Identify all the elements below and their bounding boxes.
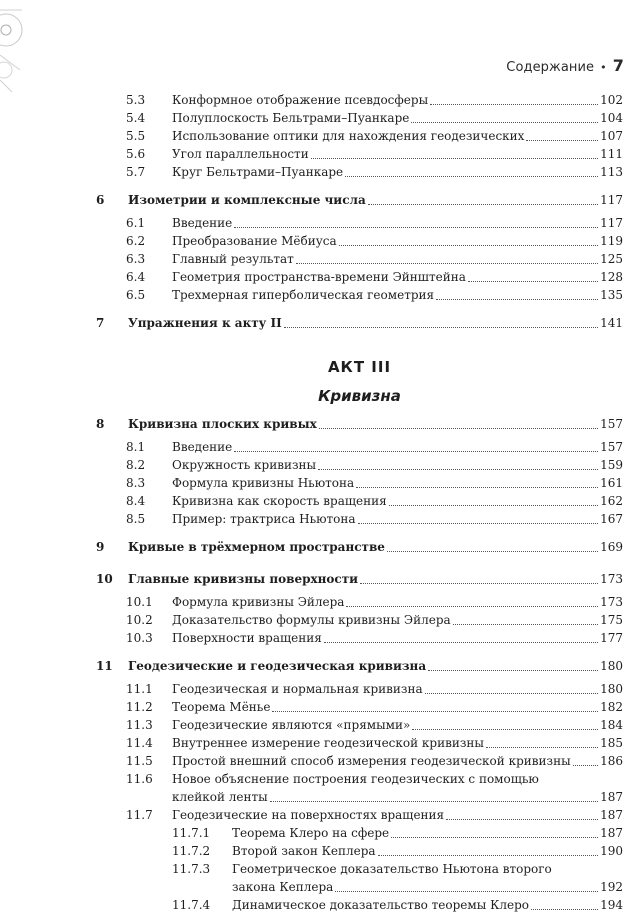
dot-leader — [486, 747, 598, 748]
toc-entry-page: 184 — [600, 718, 623, 732]
toc-entry-page: 192 — [600, 880, 623, 894]
toc-entry-title: Главные кривизны поверхности — [128, 572, 359, 586]
toc-entry-number: 5.3 — [126, 93, 146, 107]
toc-entry-title: клейкой ленты — [172, 790, 268, 804]
toc-entry-page: 187 — [600, 808, 623, 822]
toc-entry-page: 117 — [600, 216, 623, 230]
dot-leader — [411, 122, 598, 123]
toc-entry-8-2[interactable] — [96, 455, 623, 473]
toc-entry-number: 11.3 — [126, 718, 153, 732]
toc-entry-6-5[interactable] — [96, 285, 623, 303]
toc-entry-5-4[interactable] — [96, 108, 623, 126]
dot-leader — [573, 765, 598, 766]
toc-entry-title: Формула кривизны Ньютона — [172, 476, 355, 490]
toc-entry-title: Угол параллельности — [172, 147, 309, 161]
toc-entry-11-7-4[interactable] — [96, 895, 623, 913]
toc-entry-5-3[interactable] — [96, 90, 623, 108]
toc-entry-11-1[interactable] — [96, 679, 623, 697]
toc-entry-number: 11.6 — [126, 772, 153, 786]
toc-entry-title: Второй закон Кеплера — [232, 844, 376, 858]
toc-entry-title: Кривизна как скорость вращения — [172, 494, 387, 508]
dot-leader — [335, 891, 598, 892]
toc-entry-page: 194 — [600, 898, 623, 912]
dot-leader — [234, 451, 598, 452]
toc-entry-6-1[interactable] — [96, 213, 623, 231]
dot-leader — [531, 909, 598, 910]
toc-entry-title: Доказательство формулы кривизны Эйлера — [172, 613, 451, 627]
toc-entry-title: Главный результат — [172, 252, 294, 266]
toc-entry-number: 6.5 — [126, 288, 146, 302]
toc-entry-page: 117 — [600, 193, 623, 207]
toc-entry-title: Теорема Клеро на сфере — [232, 826, 390, 840]
toc-entry-6-4[interactable] — [96, 267, 623, 285]
toc-entry-title: Полуплоскость Бельтрами–Пуанкаре — [172, 111, 410, 125]
page-number: 7 — [612, 56, 624, 75]
toc-entry-page: 187 — [600, 790, 623, 804]
toc-entry-title: Преобразование Мёбиуса — [172, 234, 337, 248]
toc-entry-page: 104 — [600, 111, 623, 125]
toc-entry-5-7[interactable] — [96, 162, 623, 180]
toc-entry-title: Использование оптики для нахождения геодезических — [172, 129, 525, 143]
toc-entry-page: 107 — [600, 129, 623, 143]
toc-entry-number: 6.4 — [126, 270, 146, 284]
toc-chapter-6[interactable] — [96, 190, 623, 208]
toc-entry-number: 11 — [96, 659, 113, 673]
toc-entry-11-6-continued[interactable] — [96, 787, 623, 805]
toc-entry-11-4[interactable] — [96, 733, 623, 751]
toc-entry-11-7-3-continued[interactable] — [96, 877, 623, 895]
toc-entry-page: 185 — [600, 736, 623, 750]
toc-entry-11-7-3[interactable] — [96, 859, 623, 877]
toc-entry-title: Введение — [172, 440, 233, 454]
toc-entry-page: 177 — [600, 631, 623, 645]
toc-entry-number: 7 — [96, 316, 105, 330]
dot-leader — [436, 299, 598, 300]
running-header — [506, 56, 624, 75]
toc-entry-title: Трехмерная гиперболическая геометрия — [172, 288, 435, 302]
toc-entry-number: 8.3 — [126, 476, 146, 490]
toc-entry-page: 187 — [600, 826, 623, 840]
toc-entry-page: 180 — [600, 659, 623, 673]
dot-leader — [425, 693, 598, 694]
toc-entry-page: 157 — [600, 440, 623, 454]
toc-entry-8-3[interactable] — [96, 473, 623, 491]
toc-entry-title: Новое объяснение построения геодезических с помощью — [172, 772, 539, 786]
toc-entry-number: 9 — [96, 540, 105, 554]
toc-entry-title: Теорема Мёнье — [172, 700, 271, 714]
dot-leader — [318, 469, 598, 470]
toc-entry-page: 141 — [600, 316, 623, 330]
toc-entry-title: Формула кривизны Эйлера — [172, 595, 345, 609]
dot-leader — [389, 505, 598, 506]
toc-entry-page: 175 — [600, 613, 623, 627]
toc-entry-title: Геодезические являются «прямыми» — [172, 718, 411, 732]
dot-leader — [319, 428, 598, 429]
toc-entry-number: 10.2 — [126, 613, 153, 627]
header-title: Содержание — [506, 60, 595, 75]
dot-leader — [368, 204, 598, 205]
dot-leader — [378, 855, 599, 856]
toc-entry-title: Геодезические и геодезическая кривизна — [128, 659, 427, 673]
dot-leader — [324, 642, 598, 643]
toc-entry-page: 180 — [600, 682, 623, 696]
toc-entry-title: Поверхности вращения — [172, 631, 322, 645]
toc-entry-title: Окружность кривизны — [172, 458, 317, 472]
toc-entry-page: 173 — [600, 572, 623, 586]
toc-entry-title: закона Кеплера — [232, 880, 334, 894]
toc-entry-page: 135 — [600, 288, 623, 302]
toc-entry-11-5[interactable] — [96, 751, 623, 769]
toc-entry-number: 5.5 — [126, 129, 146, 143]
toc-entry-number: 8 — [96, 417, 105, 431]
toc-entry-number: 11.7.4 — [172, 898, 211, 912]
dot-leader — [446, 819, 598, 820]
header-separator: • — [600, 61, 607, 74]
toc-entry-number: 5.6 — [126, 147, 146, 161]
toc-chapter-9[interactable] — [96, 537, 623, 555]
act-title: АКТ III — [327, 358, 392, 376]
toc-entry-number: 6.2 — [126, 234, 146, 248]
toc-entry-number: 11.7 — [126, 808, 153, 822]
dot-leader — [428, 670, 598, 671]
toc-entry-number: 11.7.1 — [172, 826, 211, 840]
dot-leader — [358, 523, 599, 524]
toc-entry-page: 159 — [600, 458, 623, 472]
toc-chapter-11[interactable] — [96, 656, 623, 674]
toc-entry-title: Введение — [172, 216, 233, 230]
dot-leader — [234, 227, 598, 228]
toc-entry-title: Упражнения к акту II — [128, 316, 282, 330]
toc-entry-page: 102 — [600, 93, 623, 107]
toc-entry-title: Внутреннее измерение геодезической кривизны — [172, 736, 484, 750]
toc-entry-title: Простой внешний способ измерения геодезической кривизны — [172, 754, 571, 768]
toc-entry-8-5[interactable] — [96, 509, 623, 527]
dot-leader — [387, 551, 598, 552]
toc-entry-title: Круг Бельтрами–Пуанкаре — [172, 165, 344, 179]
toc-entry-number: 6 — [96, 193, 105, 207]
dot-leader — [430, 104, 598, 105]
toc-entry-number: 8.4 — [126, 494, 146, 508]
dot-leader — [346, 606, 598, 607]
dot-leader — [412, 729, 598, 730]
toc-entry-title: Пример: трактриса Ньютона — [172, 512, 356, 526]
toc-entry-number: 11.7.2 — [172, 844, 211, 858]
toc-entry-number: 11.2 — [126, 700, 153, 714]
toc-chapter-7[interactable] — [96, 313, 623, 331]
toc-entry-title: Кривые в трёхмерном пространстве — [128, 540, 385, 554]
toc-chapter-8[interactable] — [96, 414, 623, 432]
toc-entry-title: Изометрии и комплексные числа — [128, 193, 366, 207]
toc-entry-page: 162 — [600, 494, 623, 508]
toc-entry-title: Геометрия пространства-времени Эйнштейна — [172, 270, 466, 284]
toc-entry-number: 6.1 — [126, 216, 146, 230]
toc-entry-title: Динамическое доказательство теоремы Клеро — [232, 898, 530, 912]
dot-leader — [526, 140, 598, 141]
toc-entry-page: 125 — [600, 252, 623, 266]
toc-entry-number: 8.5 — [126, 512, 146, 526]
toc-entry-page: 113 — [600, 165, 623, 179]
decorative-corner-ornament — [0, 0, 40, 100]
toc-entry-page: 167 — [600, 512, 623, 526]
toc-entry-number: 11.7.3 — [172, 862, 211, 876]
toc-entry-title: Геодезические на поверхностях вращения — [172, 808, 445, 822]
toc-entry-title: Кривизна плоских кривых — [128, 417, 317, 431]
toc-entry-page: 182 — [600, 700, 623, 714]
toc-entry-page: 157 — [600, 417, 623, 431]
dot-leader — [391, 837, 598, 838]
toc-entry-number: 5.7 — [126, 165, 146, 179]
toc-entry-page: 161 — [600, 476, 623, 490]
toc-entry-number: 8.1 — [126, 440, 146, 454]
toc-entry-title: Конформное отображение псевдосферы — [172, 93, 429, 107]
dot-leader — [453, 624, 598, 625]
toc-entry-title: Геодезическая и нормальная кривизна — [172, 682, 423, 696]
toc-entry-10-3[interactable] — [96, 628, 623, 646]
toc-entry-number: 11.1 — [126, 682, 153, 696]
toc-entry-title: Геометрическое доказательство Ньютона второго — [232, 862, 552, 876]
toc-entry-5-6[interactable] — [96, 144, 623, 162]
toc-entry-number: 10.1 — [126, 595, 153, 609]
toc-entry-number: 11.5 — [126, 754, 153, 768]
toc-entry-page: 173 — [600, 595, 623, 609]
dot-leader — [468, 281, 598, 282]
dot-leader — [360, 583, 598, 584]
toc-entry-5-5[interactable] — [96, 126, 623, 144]
toc-entry-page: 190 — [600, 844, 623, 858]
toc-entry-number: 5.4 — [126, 111, 146, 125]
toc-entry-page: 186 — [600, 754, 623, 768]
toc-entry-10-2[interactable] — [96, 610, 623, 628]
dot-leader — [272, 711, 598, 712]
toc-entry-11-7[interactable] — [96, 805, 623, 823]
toc-entry-8-1[interactable] — [96, 437, 623, 455]
toc-entry-number: 10.3 — [126, 631, 153, 645]
toc-entry-11-3[interactable] — [96, 715, 623, 733]
dot-leader — [270, 801, 598, 802]
toc-entry-11-6[interactable] — [96, 769, 623, 787]
toc-entry-6-3[interactable] — [96, 249, 623, 267]
toc-entry-11-2[interactable] — [96, 697, 623, 715]
dot-leader — [339, 245, 598, 246]
dot-leader — [356, 487, 598, 488]
toc-entry-page: 119 — [600, 234, 623, 248]
toc-entry-page: 169 — [600, 540, 623, 554]
toc-entry-number: 8.2 — [126, 458, 146, 472]
toc-entry-6-2[interactable] — [96, 231, 623, 249]
toc-entry-number: 10 — [96, 572, 113, 586]
toc-entry-page: 111 — [600, 147, 623, 161]
toc-entry-number: 11.4 — [126, 736, 153, 750]
toc-entry-11-7-1[interactable] — [96, 823, 623, 841]
toc-entry-8-4[interactable] — [96, 491, 623, 509]
dot-leader — [296, 263, 598, 264]
toc-chapter-10[interactable] — [96, 569, 623, 587]
dot-leader — [311, 158, 598, 159]
dot-leader — [284, 327, 598, 328]
toc-entry-10-1[interactable] — [96, 592, 623, 610]
toc-entry-number: 6.3 — [126, 252, 146, 266]
toc-entry-11-7-2[interactable] — [96, 841, 623, 859]
dot-leader — [345, 176, 598, 177]
act-subtitle: Кривизна — [318, 387, 401, 405]
toc-entry-page: 128 — [600, 270, 623, 284]
